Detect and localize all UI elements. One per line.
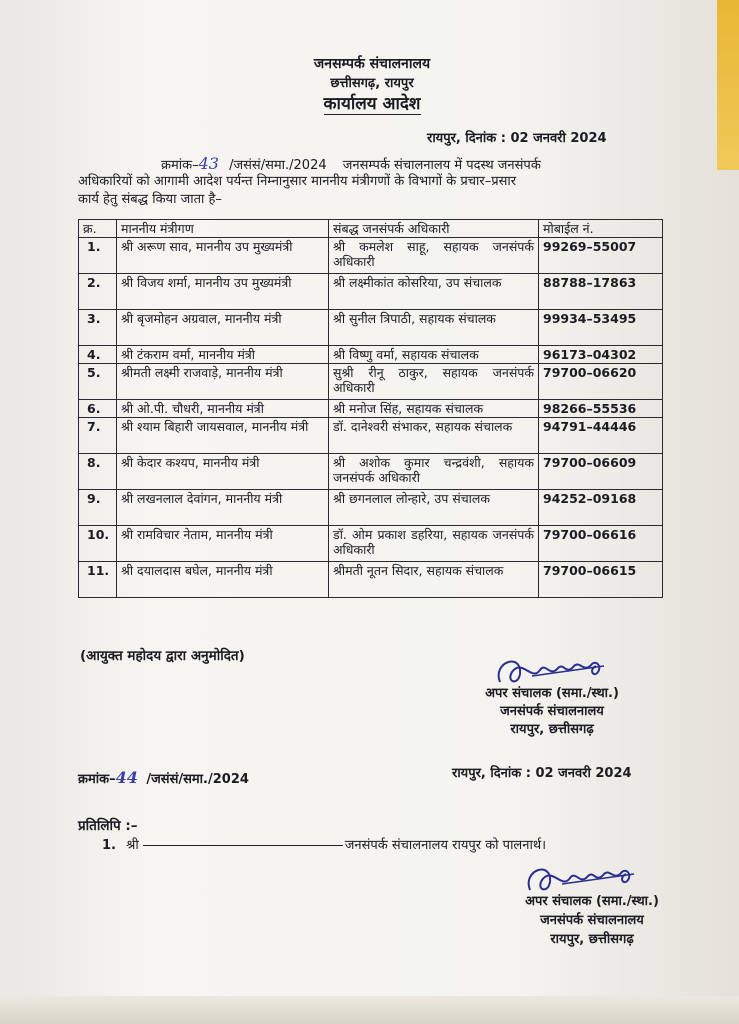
row-serial: 8.: [79, 454, 117, 490]
copy-signatory-designation: अपर संचालक (समा./स्था.): [525, 894, 659, 909]
row-minister: श्रीमती लक्ष्मी राजवाड़े, माननीय मंत्री: [117, 364, 329, 400]
row-serial: 4.: [79, 346, 117, 364]
order-date: रायपुर, दिनांक : 02 जनवरी 2024: [427, 131, 607, 146]
copy-item-number: 1.: [102, 838, 116, 853]
order-number-suffix: /जसंसं/समा./2024: [229, 158, 327, 173]
copy-signatory-office: जनसंपर्क संचालनालय: [540, 913, 644, 928]
signatory-location: रायपुर, छत्तीसगढ़: [510, 722, 594, 737]
table-row: [79, 526, 663, 562]
signatory-designation: अपर संचालक (समा./स्था.): [485, 686, 619, 701]
desk-edge: [0, 996, 739, 1024]
row-officer: श्री सुनील त्रिपाठी, सहायक संचालक: [329, 310, 539, 346]
row-minister: श्री रामविचार नेताम, माननीय मंत्री: [117, 526, 329, 562]
table-row: [79, 490, 663, 526]
copy-item-blank-line: [143, 845, 343, 846]
order2-number-suffix: /जसंसं/समा./2024: [146, 772, 249, 787]
signatory-office: जनसंपर्क संचालनालय: [500, 704, 604, 719]
table-body: [79, 238, 663, 598]
table-row: [79, 364, 663, 400]
col-header-mobile: मोबाईल नं.: [539, 220, 663, 238]
row-serial: 1.: [79, 238, 117, 274]
order-number-handwritten: 43: [198, 154, 219, 173]
order-body-line2: अधिकारियों को आगामी आदेश पर्यन्त निम्नानुसार माननीय मंत्रीगणों के विभागों के प्रचार–प्रसार: [78, 174, 517, 189]
table-row: [79, 400, 663, 418]
row-mobile: 94252–09168: [539, 490, 663, 526]
row-serial: 10.: [79, 526, 117, 562]
row-mobile: 99934–53495: [539, 310, 663, 346]
row-minister: श्री अरूण साव, माननीय उप मुख्यमंत्री: [117, 238, 329, 274]
row-serial: 9.: [79, 490, 117, 526]
row-serial: 5.: [79, 364, 117, 400]
order2-number-line: [78, 770, 249, 788]
row-minister: श्री विजय शर्मा, माननीय उप मुख्यमंत्री: [117, 274, 329, 310]
row-serial: 6.: [79, 400, 117, 418]
row-mobile: 99269–55007: [539, 238, 663, 274]
office-order-page: [22, 0, 722, 1000]
table-row: [79, 274, 663, 310]
copy-item-text: जनसंपर्क संचालनालय रायपुर को पालनार्थ।: [344, 838, 547, 853]
row-minister: श्री टंकराम वर्मा, माननीय मंत्री: [117, 346, 329, 364]
row-mobile: 79700–06615: [539, 562, 663, 598]
table-row: [79, 310, 663, 346]
table-row: [79, 454, 663, 490]
order2-number-handwritten: 44: [115, 768, 138, 787]
order2-date: रायपुर, दिनांक : 02 जनवरी 2024: [452, 766, 632, 781]
row-officer: डॉ. ओम प्रकाश डहरिया, सहायक जनसंपर्क अधिकारी: [329, 526, 539, 562]
copy-label: प्रतिलिपि :–: [78, 818, 138, 834]
row-officer: श्री छगनलाल लोन्हारे, उप संचालक: [329, 490, 539, 526]
row-officer: श्री मनोज सिंह, सहायक संचालक: [329, 400, 539, 418]
approval-note: (आयुक्त महोदय द्वारा अनुमोदित): [80, 648, 245, 664]
row-mobile: 79700–06609: [539, 454, 663, 490]
table-row: [79, 418, 663, 454]
row-mobile: 96173–04302: [539, 346, 663, 364]
copy-item: [102, 838, 546, 854]
copy-signatory-location: रायपुर, छत्तीसगढ़: [550, 932, 634, 947]
table-header-row: [79, 220, 663, 238]
row-serial: 7.: [79, 418, 117, 454]
row-officer: श्रीमती नूतन सिदार, सहायक संचालक: [329, 562, 539, 598]
row-officer: सुश्री रीनू ठाकुर, सहायक जनसंपर्क अधिकारी: [329, 364, 539, 400]
order2-number-prefix: क्रमांक–: [78, 772, 116, 787]
header-office-name: जनसम्पर्क संचालनालय: [313, 56, 431, 72]
row-mobile: 79700–06620: [539, 364, 663, 400]
col-header-minister: माननीय मंत्रीगण: [117, 220, 329, 238]
row-mobile: 79700–06616: [539, 526, 663, 562]
table-row: [79, 238, 663, 274]
row-serial: 2.: [79, 274, 117, 310]
row-officer: श्री अशोक कुमार चन्द्रवंशी, सहायक जनसंपर्क अधिकारी: [329, 454, 539, 490]
row-officer: श्री कमलेश साहू, सहायक जनसंपर्क अधिकारी: [329, 238, 539, 274]
row-minister: श्री दयालदास बघेल, माननीय मंत्री: [117, 562, 329, 598]
row-minister: श्री केदार कश्यप, माननीय मंत्री: [117, 454, 329, 490]
page-title-text: कार्यालय आदेश: [323, 94, 421, 114]
col-header-serial: क्र.: [79, 220, 117, 238]
row-mobile: 98266–55536: [539, 400, 663, 418]
row-minister: श्री बृजमोहन अग्रवाल, माननीय मंत्री: [117, 310, 329, 346]
table-row: [79, 346, 663, 364]
page-title: [22, 94, 722, 114]
table-row: [79, 562, 663, 598]
row-minister: श्री ओ.पी. चौधरी, माननीय मंत्री: [117, 400, 329, 418]
copy-item-prefix: श्री: [126, 838, 139, 853]
row-mobile: 88788–17863: [539, 274, 663, 310]
row-officer: श्री विष्णु वर्मा, सहायक संचालक: [329, 346, 539, 364]
row-serial: 3.: [79, 310, 117, 346]
order-body-line3: कार्य हेतु संबद्ध किया जाता है–: [78, 192, 222, 207]
order-number-prefix: क्रमांक–: [161, 158, 199, 173]
header-location: छत्तीसगढ़, रायपुर: [330, 76, 414, 91]
row-officer: श्री लक्ष्मीकांत कोसरिया, उप संचालक: [329, 274, 539, 310]
row-minister: श्री लखनलाल देवांगन, माननीय मंत्री: [117, 490, 329, 526]
row-serial: 11.: [79, 562, 117, 598]
row-minister: श्री श्याम बिहारी जायसवाल, माननीय मंत्री: [117, 418, 329, 454]
col-header-officer: संबद्ध जनसंपर्क अधिकारी: [329, 220, 539, 238]
order-number-line: [161, 156, 541, 174]
row-officer: डॉ. दानेश्वरी संभाकर, सहायक संचालक: [329, 418, 539, 454]
minister-officer-table: [78, 219, 663, 598]
row-mobile: 94791–44446: [539, 418, 663, 454]
order-body-line1: जनसम्पर्क संचालनालय में पदस्थ जनसंपर्क: [342, 158, 541, 173]
